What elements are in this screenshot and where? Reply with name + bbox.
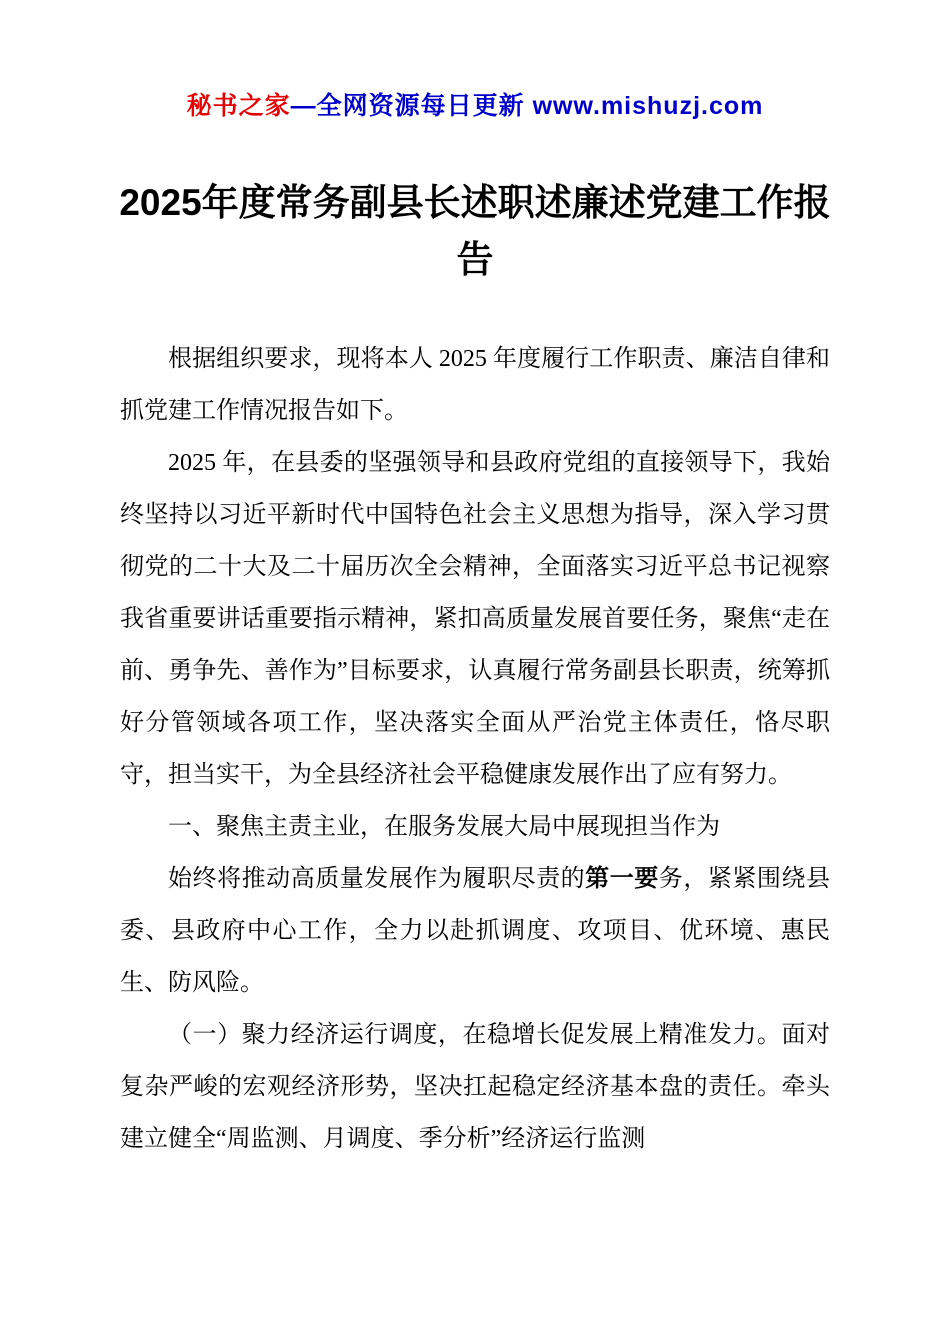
paragraph-section1-lead bbox=[120, 853, 830, 1009]
site-url-link[interactable]: www.mishuzj.com bbox=[532, 92, 764, 120]
paragraph-intro: 根据组织要求，现将本人 2025 年度履行工作职责、廉洁自律和抓党建工作情况报告如下。 bbox=[120, 345, 830, 424]
document-body bbox=[120, 333, 830, 1165]
paragraph-overview: 2025 年，在县委的坚强领导和县政府党组的直接领导下，我始终坚持以习近平新时代中国特色社会主义思想为指导，深入学习贯彻党的二十大及二十届历次全会精神，全面落实习近平总书记视察我省重要讲话重要指示精神，紧扣高质量发展首要任务，聚焦“走在前、勇争先、善作为”目标要求，认真履行常务副县长职责，统筹抓好分管领域各项工作，坚决落实全面从严治党主体责任，恪尽职守，担当实干，为全县经济社会平稳健康发展作出了应有努力。 bbox=[120, 449, 830, 788]
paragraph-section1-lead-pre: 始终将推动高质量发展作为履职尽责的 bbox=[168, 865, 586, 892]
paragraph-subsection-1-1: （一）聚力经济运行调度，在稳增长促发展上精准发力。面对复杂严峻的宏观经济形势，坚决扛起稳定经济基本盘的责任。牵头建立健全“周监测、月调度、季分析”经济运行监测 bbox=[120, 1021, 830, 1152]
document-title: 2025年度常务副县长述职述廉述党建工作报告 bbox=[119, 182, 831, 281]
site-tagline: —全网资源每日更新 bbox=[290, 92, 533, 120]
paragraph-section1-lead-bold: 第一要 bbox=[585, 864, 659, 892]
site-brand: 秘书之家 bbox=[186, 92, 291, 120]
site-header bbox=[0, 0, 950, 122]
paragraph-section1-lead-post: 务，紧紧围绕县委、县政府中心工作，全力以赴抓调度、攻项目、优环境、惠民生、防风险。 bbox=[120, 865, 831, 996]
section-heading-1: 一、聚焦主责主业，在服务发展大局中展现担当作为 bbox=[168, 813, 720, 840]
